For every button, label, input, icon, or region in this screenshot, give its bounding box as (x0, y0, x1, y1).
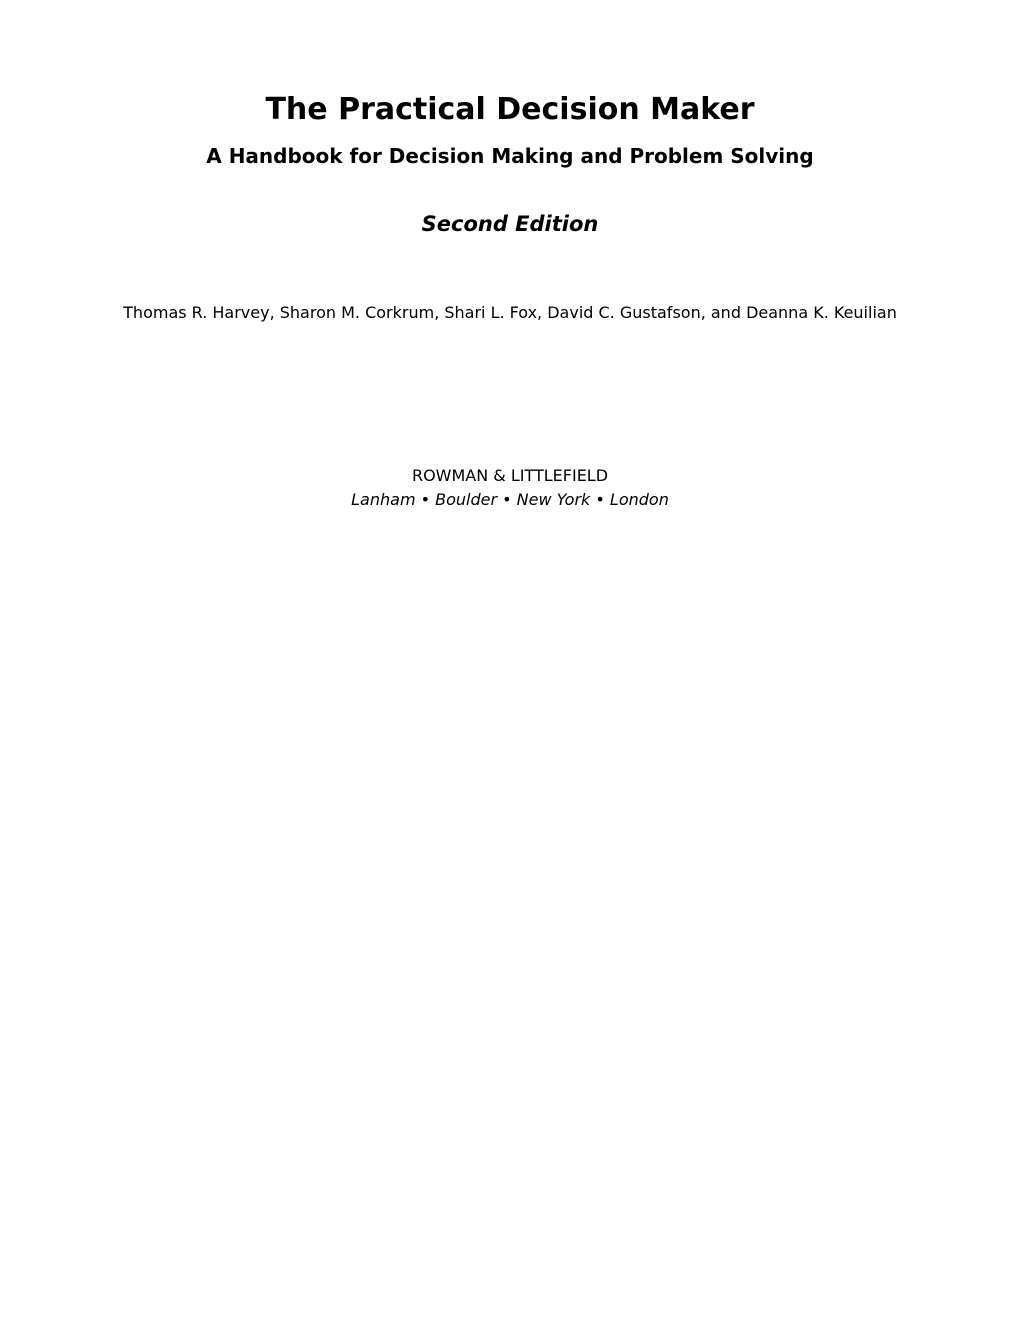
author-list: Thomas R. Harvey, Sharon M. Corkrum, Shari L. Fox, David C. Gustafson, and Deanna K. Keuilian (123, 303, 897, 322)
publisher-name: ROWMAN & LITTLEFIELD (411, 466, 609, 485)
edition-label: Second Edition (421, 212, 599, 236)
publisher-cities: Lanham • Boulder • New York • London (351, 490, 669, 509)
book-subtitle: A Handbook for Decision Making and Problem Solving (206, 144, 814, 168)
book-title: The Practical Decision Maker (265, 92, 755, 127)
